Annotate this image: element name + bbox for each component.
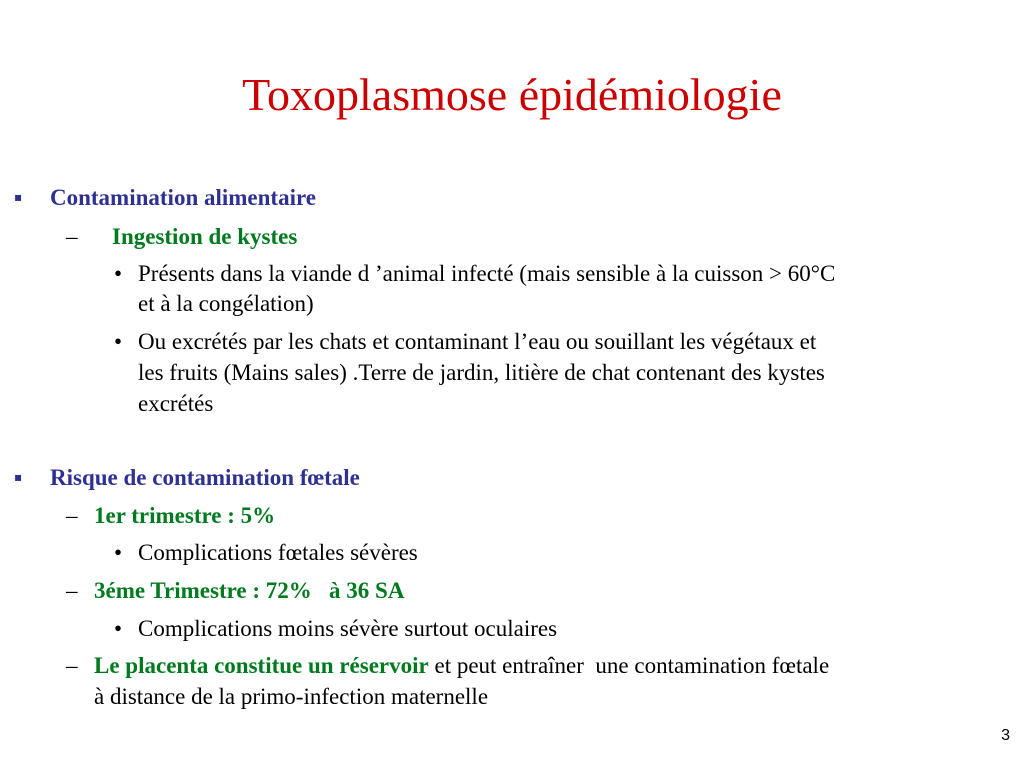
item-line: à distance de la primo-infection maternelle [94, 684, 489, 709]
item-line: les fruits (Mains sales) .Terre de jardin, litière de chat contenant des kystes [138, 360, 825, 385]
dash-bullet-icon: – [66, 224, 78, 249]
dash-bullet-icon: – [66, 578, 78, 603]
item-line: et à la congélation) [138, 291, 314, 316]
item-line: excrétés [138, 391, 214, 416]
sub-heading: Ingestion de kystes [112, 224, 298, 249]
page-number: 3 [1001, 727, 1010, 744]
placenta-line [94, 650, 829, 681]
dot-bullet-icon: • [114, 329, 123, 354]
slide-title: Toxoplasmose épidémiologie [242, 69, 782, 120]
dot-bullet-icon: • [114, 261, 123, 286]
sub-heading: 3éme Trimestre : 72% à 36 SA [94, 578, 405, 603]
sub-heading: Le placenta constitue un réservoir [94, 653, 429, 678]
sub-heading-rest: et peut entraîner une contamination fœtale [428, 653, 830, 678]
dash-bullet-icon: – [66, 503, 78, 528]
dash-bullet-icon: – [66, 653, 78, 678]
square-bullet-icon: ▪ [14, 190, 23, 204]
square-bullet-icon: ▪ [14, 470, 23, 484]
sub-heading: 1er trimestre : 5% [94, 503, 276, 528]
dot-bullet-icon: • [114, 616, 123, 641]
section-heading: Risque de contamination fœtale [50, 465, 360, 490]
section-heading: Contamination alimentaire [50, 185, 316, 210]
item-line: Présents dans la viande d ’animal infecté (mais sensible à la cuisson > 60°C [138, 261, 836, 286]
dot-bullet-icon: • [114, 540, 123, 565]
item-line: Complications fœtales sévères [138, 540, 418, 565]
item-line: Complications moins sévère surtout oculaires [138, 616, 558, 641]
item-line: Ou excrétés par les chats et contaminant l’eau ou souillant les végétaux et [138, 329, 817, 354]
